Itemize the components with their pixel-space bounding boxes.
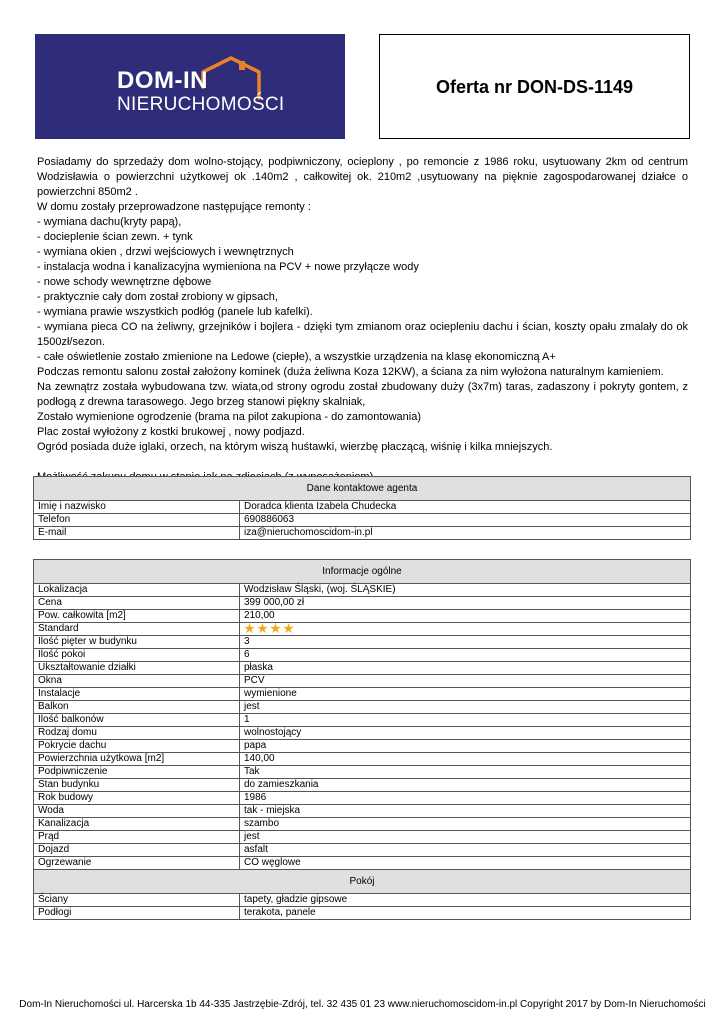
- offer-number-box: [379, 34, 690, 139]
- table-row: [34, 527, 691, 540]
- table-row: [34, 727, 691, 740]
- row-label: Powierzchnia użytkowa [m2]: [34, 753, 240, 766]
- description-line: - całe oświetlenie zostało zmienione na Ledowe (ciepłe), a wszystkie urządzenia na klasę ekonomiczną A+: [37, 351, 556, 363]
- row-label: Pokrycie dachu: [34, 740, 240, 753]
- general-info-table: [33, 559, 691, 920]
- table-row: [34, 818, 691, 831]
- row-value: 399 000,00 zł: [240, 597, 691, 610]
- row-label: Rodzaj domu: [34, 727, 240, 740]
- row-value: asfalt: [240, 844, 691, 857]
- row-label: Standard: [34, 623, 240, 636]
- table-row: [34, 831, 691, 844]
- table-row: [34, 740, 691, 753]
- logo-brand-name: DOM-IN: [117, 67, 208, 94]
- description-line: - instalacja wodna i kanalizacyjna wymieniona na PCV + nowe przyłącze wody: [37, 261, 419, 273]
- description-lines: [37, 200, 688, 455]
- property-description: [37, 155, 688, 485]
- description-line: - docieplenie ścian zewn. + tynk: [37, 231, 193, 243]
- description-line: W domu zostały przeprowadzone następujące remonty :: [37, 201, 311, 213]
- row-label: Ilość balkonów: [34, 714, 240, 727]
- star-icon: [257, 623, 268, 634]
- offer-title: Oferta nr DON-DS-1149: [435, 77, 634, 97]
- row-value: papa: [240, 740, 691, 753]
- row-label: Ilość pokoi: [34, 649, 240, 662]
- row-label: Ilość pięter w budynku: [34, 636, 240, 649]
- description-line: Ogród posiada duże iglaki, orzech, na którym wiszą huśtawki, wierzbę płaczącą, wiśnię i kilka mniejszych.: [37, 441, 553, 453]
- description-line: Zostało wymienione ogrodzenie (brama na pilot zakupiona - do zamontowania): [37, 411, 421, 423]
- row-value: do zamieszkania: [240, 779, 691, 792]
- room-section-title: Pokój: [34, 870, 691, 894]
- row-label: Instalacje: [34, 688, 240, 701]
- row-value: tak - miejska: [240, 805, 691, 818]
- description-line: - praktycznie cały dom został zrobiony w gipsach,: [37, 291, 278, 303]
- row-label: Ukształtowanie działki: [34, 662, 240, 675]
- row-label: Cena: [34, 597, 240, 610]
- row-label: Stan budynku: [34, 779, 240, 792]
- star-icon: [244, 623, 255, 634]
- table-row: [34, 636, 691, 649]
- table-row: [34, 514, 691, 527]
- row-label: Podpiwniczenie: [34, 766, 240, 779]
- table-row: [34, 649, 691, 662]
- company-logo: [35, 34, 345, 139]
- row-label: Balkon: [34, 701, 240, 714]
- row-value: Tak: [240, 766, 691, 779]
- row-label: Prąd: [34, 831, 240, 844]
- general-table-title: Informacje ogólne: [34, 560, 691, 584]
- row-label: Telefon: [34, 514, 240, 527]
- row-label: Woda: [34, 805, 240, 818]
- row-label: Podłogi: [34, 907, 240, 920]
- table-row: [34, 894, 691, 907]
- row-value: CO węglowe: [240, 857, 691, 870]
- row-label: Rok budowy: [34, 792, 240, 805]
- row-value: 1986: [240, 792, 691, 805]
- row-value: wymienione: [240, 688, 691, 701]
- table-row: [34, 623, 691, 636]
- table-row: [34, 792, 691, 805]
- row-value: jest: [240, 831, 691, 844]
- row-label: Lokalizacja: [34, 584, 240, 597]
- row-value: 6: [240, 649, 691, 662]
- page-footer: Dom-In Nieruchomości ul. Harcerska 1b 44-335 Jastrzębie-Zdrój, tel. 32 435 01 23 www.nieruchomoscidom-in.pl Copyright 2017 by Dom-In Nieruchomości: [19, 999, 706, 1010]
- row-value: wolnostojący: [240, 727, 691, 740]
- table-row: [34, 779, 691, 792]
- table-row: [34, 857, 691, 870]
- row-value: Doradca klienta Izabela Chudecka: [240, 501, 691, 514]
- row-label: E-mail: [34, 527, 240, 540]
- table-row: [34, 844, 691, 857]
- description-line: - wymiana prawie wszystkich podłóg (panele lub kafelki).: [37, 306, 313, 318]
- table-row: [34, 766, 691, 779]
- logo-brand-subtitle: NIERUCHOMOŚCI: [117, 94, 285, 115]
- row-label: Ogrzewanie: [34, 857, 240, 870]
- row-value: terakota, panele: [240, 907, 691, 920]
- row-label: Okna: [34, 675, 240, 688]
- table-row: [34, 714, 691, 727]
- table-row: [34, 805, 691, 818]
- agent-table-title: Dane kontaktowe agenta: [34, 477, 691, 501]
- agent-contact-table: [33, 476, 691, 540]
- row-value: jest: [240, 701, 691, 714]
- row-value: tapety, gładzie gipsowe: [240, 894, 691, 907]
- table-row: [34, 675, 691, 688]
- table-row: [34, 584, 691, 597]
- row-value: 210,00: [240, 610, 691, 623]
- table-row: [34, 597, 691, 610]
- row-value: PCV: [240, 675, 691, 688]
- table-row: [34, 753, 691, 766]
- row-label: Kanalizacja: [34, 818, 240, 831]
- description-line: - nowe schody wewnętrzne dębowe: [37, 276, 212, 288]
- table-row: [34, 610, 691, 623]
- description-line: Plac został wyłożony z kostki brukowej , nowy podjazd.: [37, 426, 305, 438]
- standard-rating: [240, 623, 691, 636]
- row-label: Imię i nazwisko: [34, 501, 240, 514]
- row-value: 690886063: [240, 514, 691, 527]
- row-label: Pow. całkowita [m2]: [34, 610, 240, 623]
- row-value: 140,00: [240, 753, 691, 766]
- description-line: Podczas remontu salonu został założony kominek (duża żeliwna Koza 12KW), a ściana za nim wyłożona naturalnym kamieniem.: [37, 366, 664, 378]
- description-line: - wymiana dachu(kryty papą),: [37, 216, 182, 228]
- row-label: Dojazd: [34, 844, 240, 857]
- row-value: płaska: [240, 662, 691, 675]
- row-value: 3: [240, 636, 691, 649]
- row-value: szambo: [240, 818, 691, 831]
- row-label: Ściany: [34, 894, 240, 907]
- description-line: Na zewnątrz została wybudowana tzw. wiata,od strony ogrodu został zbudowany duży (3x7m) taras, zadaszony i pokryty gontem, z podłogą z drewna tarasowego. Jego brzeg stanowi piękny skalniak,: [37, 381, 688, 408]
- table-row: [34, 688, 691, 701]
- description-line: - wymiana okien , drzwi wejściowych i wewnętrznych: [37, 246, 294, 258]
- star-icon: [283, 623, 294, 634]
- table-row: [34, 501, 691, 514]
- row-value: iza@nieruchomoscidom-in.pl: [240, 527, 691, 540]
- description-line: - wymiana pieca CO na żeliwny, grzejników i bojlera - dzięki tym zmianom oraz ociepleniu dachu i ścian, koszty opału zmalały do ok 1500zł/sezon.: [37, 321, 688, 348]
- table-row: [34, 662, 691, 675]
- table-row: [34, 701, 691, 714]
- row-value: Wodzisław Śląski, (woj. ŚLĄSKIE): [240, 584, 691, 597]
- star-icon: [270, 623, 281, 634]
- description-intro: Posiadamy do sprzedaży dom wolno-stojący, podpiwniczony, ocieplony , po remoncie z 1986 roku, usytuowany 2km od centrum Wodzisławia o powierzchni użytkowej ok .140m2 , całkowitej ok. 210m2 ,usytuowany na pięknie zagospodarowanej działce o powierzchni 850m2 .: [37, 156, 688, 198]
- table-row: [34, 907, 691, 920]
- row-value: 1: [240, 714, 691, 727]
